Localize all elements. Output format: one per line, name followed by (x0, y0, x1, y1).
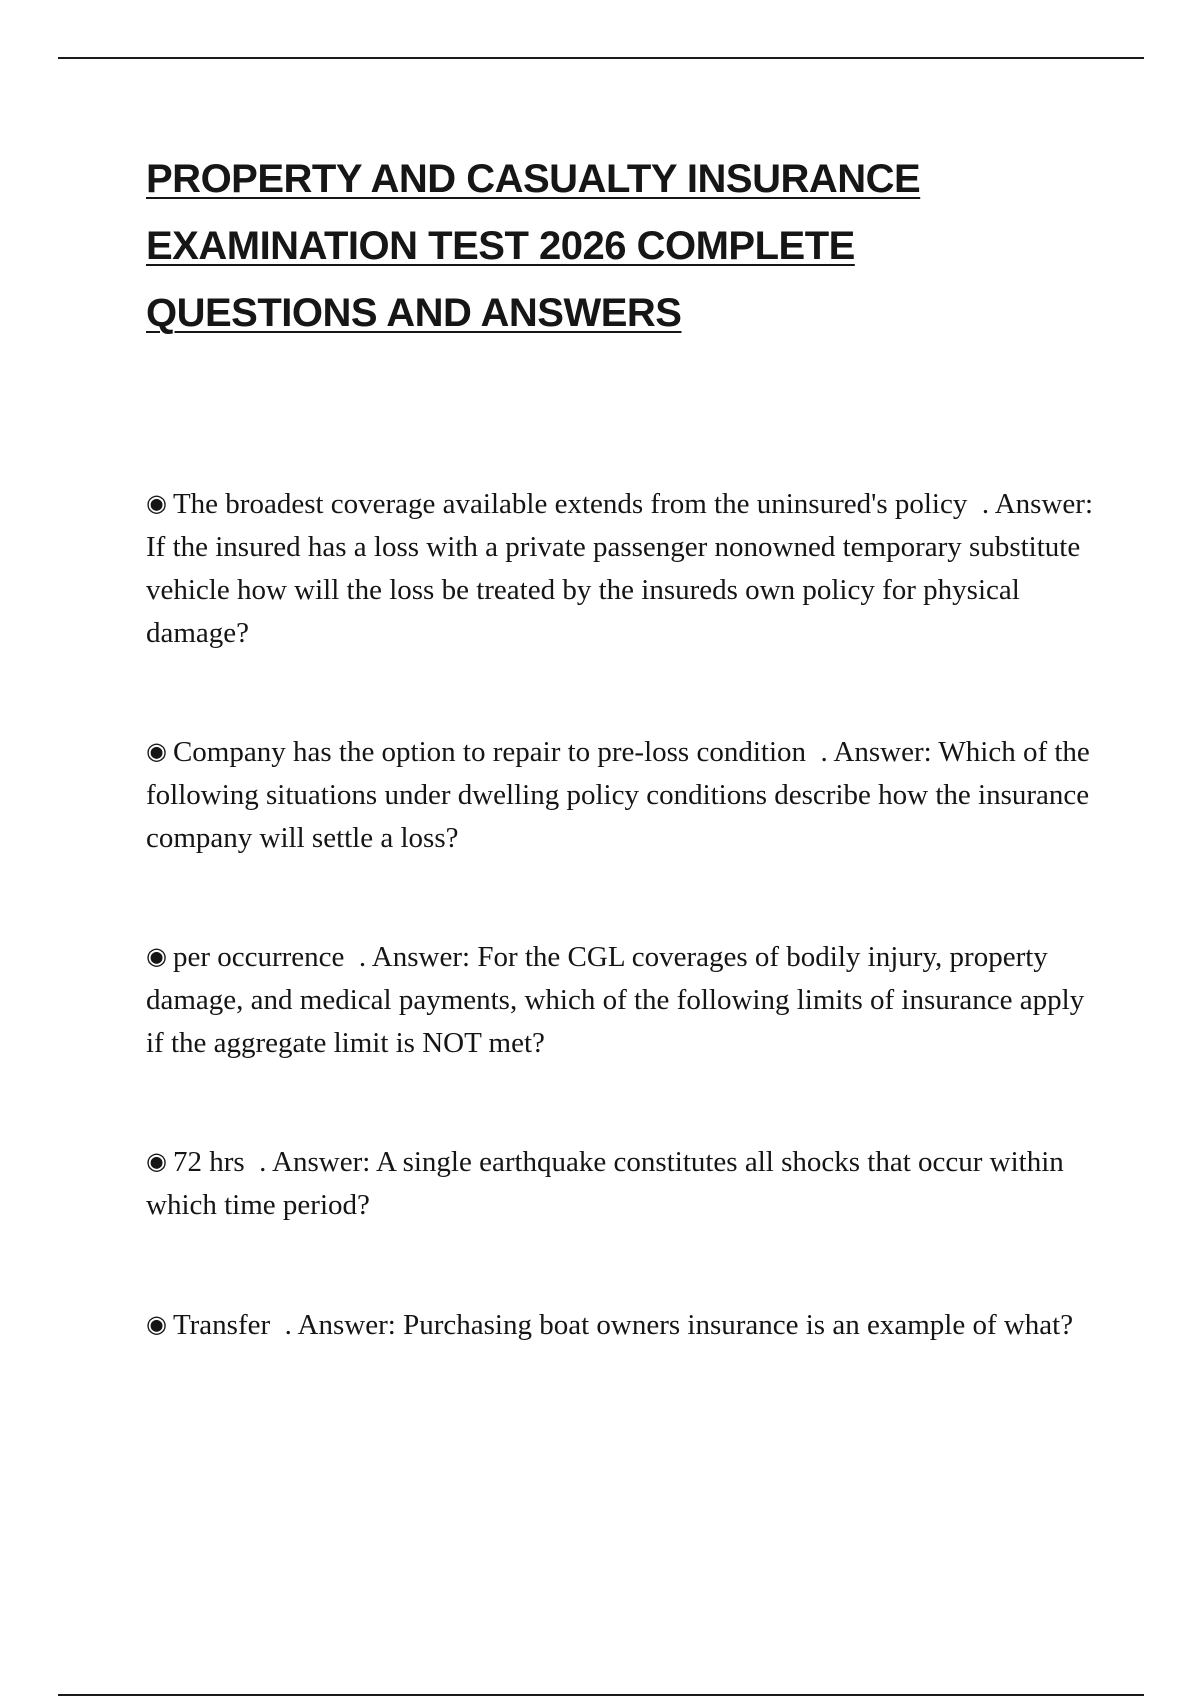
answer-prefix: . Answer: (259, 1146, 371, 1178)
qa-term: The broadest coverage available extends from the uninsured's policy (172, 488, 968, 520)
qa-item (146, 1303, 1096, 1347)
qa-term: Transfer (172, 1309, 271, 1341)
radio-bullet-icon: ◉ (146, 942, 167, 970)
qa-item (146, 730, 1096, 860)
answer-prefix: . Answer: (358, 941, 471, 973)
qa-item (146, 482, 1096, 655)
qa-question: Purchasing boat owners insurance is an example of what? (403, 1309, 1074, 1341)
qa-question: If the insured has a loss with a private passenger nonowned temporary substitute vehicle how will the loss be treated by the insureds own policy for physical damage? (146, 531, 1081, 649)
answer-prefix: . Answer: (981, 488, 1094, 520)
qa-item (146, 935, 1096, 1065)
radio-bullet-icon: ◉ (146, 489, 167, 517)
radio-bullet-icon: ◉ (146, 1147, 167, 1175)
answer-prefix: . Answer: (284, 1309, 396, 1341)
top-rule (58, 57, 1144, 59)
radio-bullet-icon: ◉ (146, 737, 167, 765)
qa-item (146, 1140, 1096, 1227)
bottom-rule (58, 1694, 1144, 1696)
radio-bullet-icon: ◉ (146, 1310, 167, 1338)
title-line: QUESTIONS AND ANSWERS (146, 291, 682, 335)
answer-prefix: . Answer: (820, 736, 932, 768)
title-line: EXAMINATION TEST 2026 COMPLETE (146, 224, 855, 268)
title-line: PROPERTY AND CASUALTY INSURANCE (146, 157, 921, 201)
qa-term: per occurrence (172, 941, 345, 973)
qa-question: Which of the following situations under dwelling policy conditions describe how the insurance company will settle a loss? (146, 736, 1090, 854)
page-title (146, 146, 1046, 347)
qa-question: For the CGL coverages of bodily injury, property damage, and medical payments, which of the following limits of insurance apply if the aggregate limit is NOT met? (146, 941, 1085, 1059)
qa-question: A single earthquake constitutes all shocks that occur within which time period? (146, 1146, 1064, 1221)
qa-term: Company has the option to repair to pre-loss condition (172, 736, 807, 768)
qa-term: 72 hrs (172, 1146, 245, 1178)
